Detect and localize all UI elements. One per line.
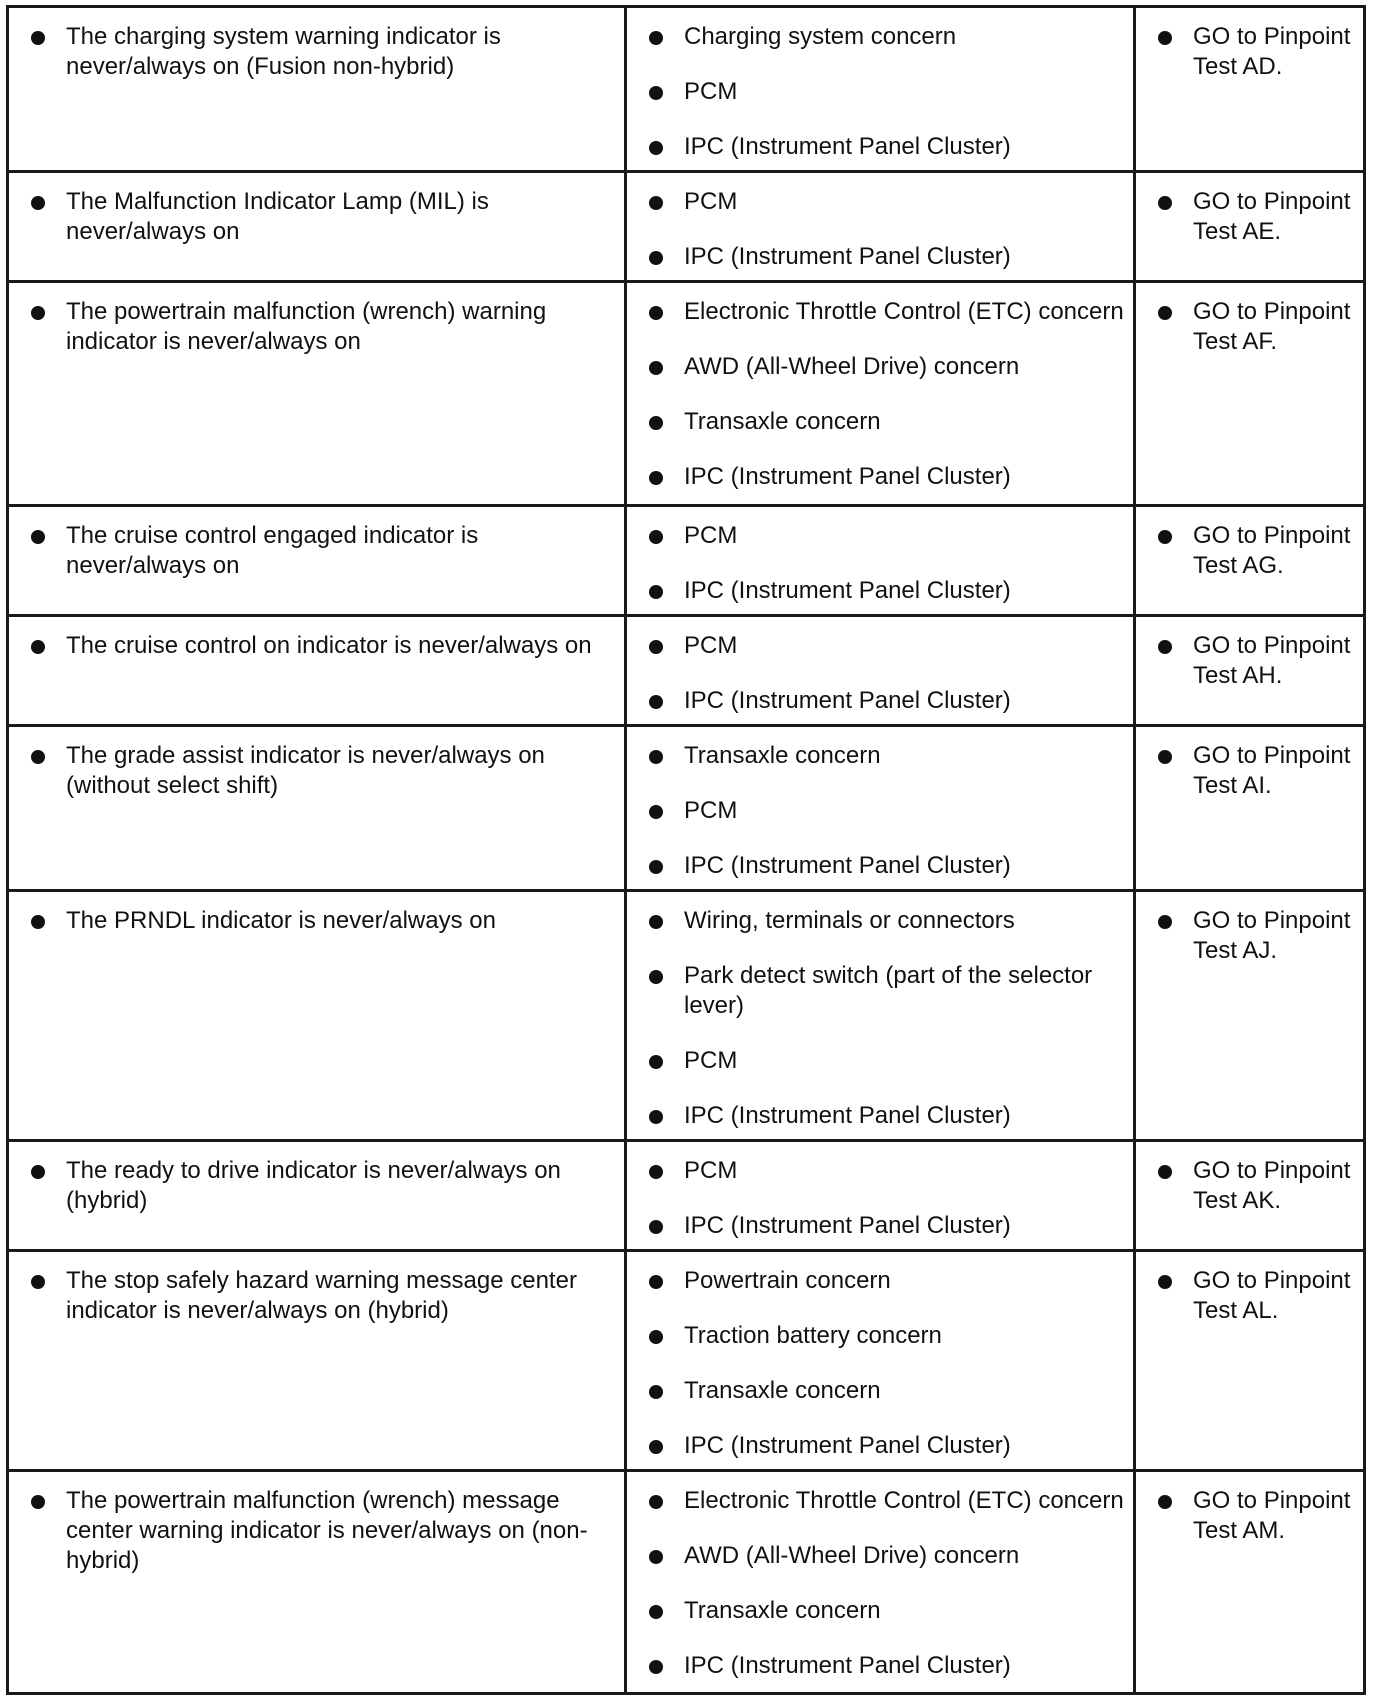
- table-row: [8, 506, 1365, 616]
- symptom-item: [9, 187, 616, 247]
- bullet-icon: [649, 1550, 663, 1564]
- possible-source-item: [627, 297, 1125, 327]
- bullet-icon: [649, 860, 663, 874]
- action-cell: [1135, 7, 1365, 172]
- symptom-item-text: The stop safely hazard warning message center indicator is never/always on (hybrid): [66, 1267, 577, 1324]
- possible-source-item: [627, 851, 1125, 881]
- possible-source-item-text: PCM: [684, 522, 738, 549]
- table-row: [8, 891, 1365, 1141]
- possible-sources-cell: [626, 7, 1135, 172]
- symptom-item-text: The charging system warning indicator is never/always on (Fusion non-hybrid): [66, 23, 501, 80]
- symptom-item-text: The powertrain malfunction (wrench) message center warning indicator is never/always on (non-hybrid): [66, 1487, 588, 1574]
- bullet-icon: [649, 805, 663, 819]
- bullet-icon: [649, 1385, 663, 1399]
- bullet-icon: [649, 1220, 663, 1234]
- bullet-icon: [1158, 196, 1172, 210]
- symptom-chart-table: [6, 5, 1366, 1695]
- possible-source-item: [627, 796, 1125, 826]
- possible-source-item-text: Charging system concern: [684, 23, 957, 50]
- action-cell: [1135, 172, 1365, 282]
- symptom-cell: [8, 726, 626, 891]
- symptom-item: [9, 1266, 616, 1326]
- bullet-icon: [1158, 640, 1172, 654]
- action-cell: [1135, 616, 1365, 726]
- possible-source-item: [627, 1541, 1125, 1571]
- bullet-icon: [1158, 750, 1172, 764]
- possible-source-item: [627, 1101, 1125, 1131]
- action-item-text: GO to Pinpoint Test AG.: [1193, 522, 1351, 579]
- possible-source-item: [627, 521, 1125, 551]
- action-item-text: GO to Pinpoint Test AJ.: [1193, 907, 1351, 964]
- action-cell: [1135, 282, 1365, 506]
- possible-sources-cell: [626, 1471, 1135, 1694]
- action-item: [1136, 631, 1355, 691]
- possible-source-item-text: Transaxle concern: [684, 1597, 881, 1624]
- action-item: [1136, 1486, 1355, 1546]
- possible-sources-cell: [626, 1251, 1135, 1471]
- action-cell: [1135, 726, 1365, 891]
- symptom-chart-body: [8, 7, 1365, 1694]
- possible-sources-cell: [626, 506, 1135, 616]
- bullet-icon: [31, 1275, 45, 1289]
- possible-source-item-text: PCM: [684, 1047, 738, 1074]
- possible-source-item: [627, 462, 1125, 492]
- symptom-item: [9, 1486, 616, 1576]
- action-cell: [1135, 1141, 1365, 1251]
- possible-sources-cell: [626, 282, 1135, 506]
- action-item-text: GO to Pinpoint Test AM.: [1193, 1487, 1351, 1544]
- possible-source-item: [627, 187, 1125, 217]
- symptom-cell: [8, 1251, 626, 1471]
- possible-source-item: [627, 1376, 1125, 1406]
- action-item-text: GO to Pinpoint Test AL.: [1193, 1267, 1351, 1324]
- possible-source-item: [627, 1156, 1125, 1186]
- bullet-icon: [649, 1440, 663, 1454]
- bullet-icon: [649, 695, 663, 709]
- bullet-icon: [649, 585, 663, 599]
- symptom-item: [9, 906, 616, 936]
- action-item: [1136, 521, 1355, 581]
- possible-source-item-text: AWD (All-Wheel Drive) concern: [684, 353, 1020, 380]
- symptom-cell: [8, 1471, 626, 1694]
- possible-source-item-text: Transaxle concern: [684, 408, 881, 435]
- possible-source-item-text: IPC (Instrument Panel Cluster): [684, 1212, 1011, 1239]
- bullet-icon: [649, 141, 663, 155]
- bullet-icon: [649, 306, 663, 320]
- bullet-icon: [649, 1110, 663, 1124]
- possible-source-item-text: IPC (Instrument Panel Cluster): [684, 463, 1011, 490]
- possible-source-item: [627, 1046, 1125, 1076]
- bullet-icon: [649, 915, 663, 929]
- table-row: [8, 726, 1365, 891]
- possible-source-item: [627, 242, 1125, 272]
- bullet-icon: [649, 1605, 663, 1619]
- table-row: [8, 1251, 1365, 1471]
- table-row: [8, 7, 1365, 172]
- bullet-icon: [649, 471, 663, 485]
- symptom-item: [9, 741, 616, 801]
- possible-source-item-text: IPC (Instrument Panel Cluster): [684, 852, 1011, 879]
- possible-source-item-text: IPC (Instrument Panel Cluster): [684, 1102, 1011, 1129]
- action-item-text: GO to Pinpoint Test AI.: [1193, 742, 1351, 799]
- bullet-icon: [1158, 1495, 1172, 1509]
- symptom-item-text: The ready to drive indicator is never/always on (hybrid): [66, 1157, 561, 1214]
- bullet-icon: [649, 970, 663, 984]
- possible-source-item: [627, 77, 1125, 107]
- bullet-icon: [1158, 915, 1172, 929]
- action-item-text: GO to Pinpoint Test AF.: [1193, 298, 1351, 355]
- action-item: [1136, 741, 1355, 801]
- bullet-icon: [1158, 1275, 1172, 1289]
- bullet-icon: [649, 530, 663, 544]
- possible-source-item-text: IPC (Instrument Panel Cluster): [684, 133, 1011, 160]
- possible-sources-cell: [626, 1141, 1135, 1251]
- action-item-text: GO to Pinpoint Test AK.: [1193, 1157, 1351, 1214]
- table-row: [8, 282, 1365, 506]
- possible-source-item: [627, 407, 1125, 437]
- table-row: [8, 172, 1365, 282]
- table-row: [8, 1471, 1365, 1694]
- symptom-cell: [8, 172, 626, 282]
- possible-source-item: [627, 22, 1125, 52]
- symptom-item: [9, 631, 616, 661]
- bullet-icon: [649, 1165, 663, 1179]
- bullet-icon: [649, 251, 663, 265]
- possible-source-item-text: Traction battery concern: [684, 1322, 942, 1349]
- possible-source-item-text: Powertrain concern: [684, 1267, 891, 1294]
- symptom-cell: [8, 506, 626, 616]
- table-row: [8, 1141, 1365, 1251]
- action-cell: [1135, 1251, 1365, 1471]
- bullet-icon: [649, 196, 663, 210]
- action-item: [1136, 1156, 1355, 1216]
- possible-source-item-text: PCM: [684, 78, 738, 105]
- bullet-icon: [31, 640, 45, 654]
- bullet-icon: [649, 1495, 663, 1509]
- possible-source-item: [627, 906, 1125, 936]
- bullet-icon: [649, 640, 663, 654]
- bullet-icon: [649, 361, 663, 375]
- action-item-text: GO to Pinpoint Test AH.: [1193, 632, 1351, 689]
- action-item-text: GO to Pinpoint Test AE.: [1193, 188, 1351, 245]
- bullet-icon: [649, 1055, 663, 1069]
- possible-source-item-text: PCM: [684, 188, 738, 215]
- possible-source-item-text: IPC (Instrument Panel Cluster): [684, 577, 1011, 604]
- bullet-icon: [31, 750, 45, 764]
- possible-source-item-text: IPC (Instrument Panel Cluster): [684, 1432, 1011, 1459]
- table-row: [8, 616, 1365, 726]
- possible-source-item-text: PCM: [684, 797, 738, 824]
- symptom-item-text: The Malfunction Indicator Lamp (MIL) is never/always on: [66, 188, 489, 245]
- action-cell: [1135, 506, 1365, 616]
- possible-source-item: [627, 686, 1125, 716]
- bullet-icon: [31, 196, 45, 210]
- symptom-cell: [8, 282, 626, 506]
- symptom-item-text: The grade assist indicator is never/always on (without select shift): [66, 742, 545, 799]
- bullet-icon: [1158, 1165, 1172, 1179]
- possible-source-item: [627, 1321, 1125, 1351]
- symptom-cell: [8, 891, 626, 1141]
- symptom-item-text: The PRNDL indicator is never/always on: [66, 907, 496, 934]
- bullet-icon: [649, 1330, 663, 1344]
- possible-source-item-text: IPC (Instrument Panel Cluster): [684, 687, 1011, 714]
- symptom-item: [9, 297, 616, 357]
- bullet-icon: [1158, 530, 1172, 544]
- bullet-icon: [31, 1495, 45, 1509]
- bullet-icon: [649, 31, 663, 45]
- possible-source-item: [627, 576, 1125, 606]
- bullet-icon: [31, 31, 45, 45]
- bullet-icon: [1158, 306, 1172, 320]
- symptom-item-text: The cruise control on indicator is never/always on: [66, 632, 592, 659]
- possible-sources-cell: [626, 726, 1135, 891]
- symptom-item: [9, 1156, 616, 1216]
- possible-source-item-text: Transaxle concern: [684, 742, 881, 769]
- action-item: [1136, 22, 1355, 82]
- possible-source-item-text: Transaxle concern: [684, 1377, 881, 1404]
- bullet-icon: [1158, 31, 1172, 45]
- symptom-cell: [8, 1141, 626, 1251]
- bullet-icon: [649, 1275, 663, 1289]
- possible-source-item-text: Wiring, terminals or connectors: [684, 907, 1015, 934]
- symptom-item: [9, 22, 616, 82]
- possible-source-item-text: Electronic Throttle Control (ETC) concern: [684, 298, 1124, 325]
- possible-source-item: [627, 1596, 1125, 1626]
- action-item: [1136, 906, 1355, 966]
- action-cell: [1135, 1471, 1365, 1694]
- bullet-icon: [31, 306, 45, 320]
- possible-source-item-text: PCM: [684, 1157, 738, 1184]
- bullet-icon: [31, 530, 45, 544]
- possible-source-item-text: AWD (All-Wheel Drive) concern: [684, 1542, 1020, 1569]
- possible-source-item-text: Electronic Throttle Control (ETC) concern: [684, 1487, 1124, 1514]
- possible-source-item-text: IPC (Instrument Panel Cluster): [684, 243, 1011, 270]
- symptom-item-text: The powertrain malfunction (wrench) warning indicator is never/always on: [66, 298, 547, 355]
- possible-sources-cell: [626, 891, 1135, 1141]
- bullet-icon: [649, 750, 663, 764]
- possible-source-item: [627, 1486, 1125, 1516]
- possible-source-item: [627, 741, 1125, 771]
- action-cell: [1135, 891, 1365, 1141]
- possible-source-item-text: PCM: [684, 632, 738, 659]
- possible-source-item: [627, 1211, 1125, 1241]
- possible-sources-cell: [626, 172, 1135, 282]
- possible-source-item: [627, 132, 1125, 162]
- bullet-icon: [649, 86, 663, 100]
- action-item: [1136, 187, 1355, 247]
- possible-source-item-text: Park detect switch (part of the selector lever): [684, 962, 1093, 1019]
- bullet-icon: [649, 1660, 663, 1674]
- possible-source-item-text: IPC (Instrument Panel Cluster): [684, 1652, 1011, 1679]
- bullet-icon: [31, 915, 45, 929]
- action-item: [1136, 297, 1355, 357]
- possible-source-item: [627, 352, 1125, 382]
- symptom-item-text: The cruise control engaged indicator is never/always on: [66, 522, 479, 579]
- bullet-icon: [31, 1165, 45, 1179]
- symptom-cell: [8, 7, 626, 172]
- possible-source-item: [627, 631, 1125, 661]
- possible-source-item: [627, 961, 1125, 1021]
- bullet-icon: [649, 416, 663, 430]
- symptom-cell: [8, 616, 626, 726]
- action-item-text: GO to Pinpoint Test AD.: [1193, 23, 1351, 80]
- possible-sources-cell: [626, 616, 1135, 726]
- symptom-item: [9, 521, 616, 581]
- possible-source-item: [627, 1431, 1125, 1461]
- action-item: [1136, 1266, 1355, 1326]
- possible-source-item: [627, 1651, 1125, 1681]
- possible-source-item: [627, 1266, 1125, 1296]
